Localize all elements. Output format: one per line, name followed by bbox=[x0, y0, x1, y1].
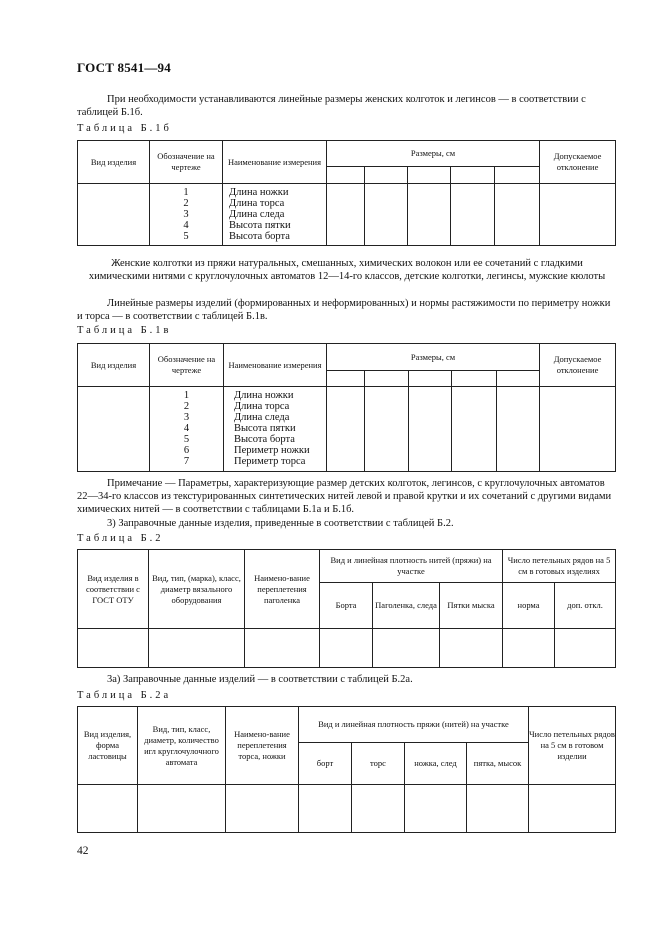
col-header-avtomat: Вид, тип, класс, диаметр, количество игл круглочулочного автомата bbox=[138, 707, 226, 785]
document-title: ГОСТ 8541—94 bbox=[77, 60, 171, 75]
list-item: 5 bbox=[183, 434, 190, 445]
list-item: 4 bbox=[183, 423, 190, 434]
list-item: 4 bbox=[183, 220, 189, 231]
col-header-vid: Вид изделия bbox=[78, 344, 150, 387]
list-item: Высота пятки bbox=[234, 423, 296, 434]
data-cell bbox=[540, 387, 616, 472]
col-header-plotnost: Вид и линейная плотность нитей (пряжи) на участке bbox=[320, 550, 503, 583]
data-cell bbox=[78, 387, 150, 472]
names-cell bbox=[224, 387, 327, 472]
data-cell bbox=[327, 387, 365, 472]
col-header-vid: Вид изделия, форма ластовицы bbox=[78, 707, 138, 785]
data-cell bbox=[327, 184, 365, 246]
sub-header-norma: норма bbox=[503, 583, 555, 629]
list-item: 2 bbox=[183, 401, 190, 412]
data-cell bbox=[503, 629, 555, 668]
data-cell bbox=[226, 785, 299, 833]
data-cell bbox=[408, 184, 451, 246]
table-b2-caption: Таблица Б.2 bbox=[77, 533, 164, 544]
size-cell bbox=[365, 371, 409, 387]
data-cell bbox=[451, 184, 495, 246]
data-cell bbox=[299, 785, 352, 833]
col-header-naimenovanie: Наименование измерения bbox=[224, 344, 327, 387]
sub-header-nozhka: ножка, след bbox=[405, 743, 467, 785]
data-cell bbox=[373, 629, 440, 668]
data-cell bbox=[365, 387, 409, 472]
list-item: Длина следа bbox=[229, 209, 285, 220]
col-header-vid: Вид изделия bbox=[78, 141, 150, 184]
data-cell bbox=[467, 785, 529, 833]
data-cell bbox=[529, 785, 616, 833]
list-item: Длина ножки bbox=[229, 187, 289, 198]
sub-header-tors: торс bbox=[352, 743, 405, 785]
data-cell bbox=[149, 629, 245, 668]
size-cell bbox=[365, 167, 408, 184]
table-b1b-caption: Таблица Б.1б bbox=[77, 123, 172, 134]
list-item: Высота пятки bbox=[229, 220, 291, 231]
col-header-ryady: Число петельных рядов на 5 см в готовых изделиях bbox=[503, 550, 616, 583]
table-b2a-caption: Таблица Б.2а bbox=[77, 690, 172, 701]
sub-header-bort: борт bbox=[299, 743, 352, 785]
list-item: 1 bbox=[183, 187, 189, 198]
list-item: 3 bbox=[183, 412, 190, 423]
list-item: Длина торса bbox=[229, 198, 285, 209]
col-header-perepletenie: Наимено-вание переплетения торса, ножки bbox=[226, 707, 299, 785]
size-cell bbox=[452, 371, 497, 387]
list-item: 6 bbox=[183, 445, 190, 456]
list-item: 1 bbox=[183, 390, 190, 401]
col-header-ryady: Число петельных рядов на 5 см в готовом изделии bbox=[529, 707, 616, 785]
list-item: 3 bbox=[183, 209, 189, 220]
size-cell bbox=[409, 371, 452, 387]
sub-header-dop: доп. откл. bbox=[555, 583, 616, 629]
data-cell bbox=[365, 184, 408, 246]
list-item: 2 bbox=[183, 198, 189, 209]
table-b1v-caption: Таблица Б.1в bbox=[77, 325, 172, 336]
col-header-perepletenie: Наимено-вание переплетения паголенка bbox=[245, 550, 320, 629]
list-item: Высота борта bbox=[234, 434, 295, 445]
col-header-naimenovanie: Наименование измерения bbox=[223, 141, 327, 184]
col-header-razmery: Размеры, см bbox=[327, 344, 540, 371]
data-cell bbox=[352, 785, 405, 833]
sub-header-pyatki: Пятки мыска bbox=[440, 583, 503, 629]
data-cell bbox=[440, 629, 503, 668]
size-cell bbox=[327, 371, 365, 387]
list-item: 7 bbox=[183, 456, 190, 467]
table-b2a bbox=[77, 706, 616, 833]
data-cell bbox=[405, 785, 467, 833]
list-item: 5 bbox=[183, 231, 189, 242]
data-cell bbox=[540, 184, 616, 246]
size-cell bbox=[408, 167, 451, 184]
size-cell bbox=[327, 167, 365, 184]
paragraph-b2: 3) Заправочные данные изделия, приведенные в соответствии с таблицей Б.2. bbox=[107, 518, 454, 529]
data-cell bbox=[138, 785, 226, 833]
size-cell bbox=[495, 167, 540, 184]
list-item: Длина следа bbox=[234, 412, 290, 423]
size-cell bbox=[497, 371, 540, 387]
data-cell bbox=[320, 629, 373, 668]
data-cell bbox=[495, 184, 540, 246]
col-header-dopusk: Допускаемое отклонение bbox=[540, 141, 616, 184]
sub-header-pagolenok: Паголенка, следа bbox=[373, 583, 440, 629]
size-cell bbox=[451, 167, 495, 184]
numbers-cell bbox=[150, 184, 223, 246]
col-header-oborudovanie: Вид, тип, (марка), класс, диаметр вязального оборудования bbox=[149, 550, 245, 629]
data-cell bbox=[78, 629, 149, 668]
list-item: Высота борта bbox=[229, 231, 290, 242]
list-item: Длина ножки bbox=[234, 390, 294, 401]
sub-header-bort: Борта bbox=[320, 583, 373, 629]
col-header-vid: Вид изделия в соответствии с ГОСТ ОТУ bbox=[78, 550, 149, 629]
data-cell bbox=[78, 785, 138, 833]
paragraph-intro: При необходимости устанавливаются линейные размеры женских колготок и легинсов — в соответствии с таблицей Б.1б. bbox=[77, 94, 586, 118]
col-header-razmery: Размеры, см bbox=[327, 141, 540, 167]
data-cell bbox=[78, 184, 150, 246]
data-cell bbox=[555, 629, 616, 668]
col-header-dopusk: Допускаемое отклонение bbox=[540, 344, 616, 387]
col-header-oboznachenie: Обозначение на чертеже bbox=[150, 141, 223, 184]
list-item: Периметр торса bbox=[234, 456, 306, 467]
table-b1b bbox=[77, 140, 616, 246]
list-item: Длина торса bbox=[234, 401, 290, 412]
col-header-plotnost: Вид и линейная плотность пряжи (нитей) на участке bbox=[299, 707, 529, 743]
table-b1v bbox=[77, 343, 616, 472]
data-cell bbox=[452, 387, 497, 472]
col-header-oboznachenie: Обозначение на чертеже bbox=[150, 344, 224, 387]
names-cell bbox=[223, 184, 327, 246]
page-number: 42 bbox=[77, 845, 89, 857]
section-heading: Женские колготки из пряжи натуральных, смешанных, химических волокон или ее сочетаний с гладкими химическими нитями с круглочулочных автоматов 12—14-го классов, детские колготки, легинсы, мужские кюлоты bbox=[88, 258, 606, 282]
data-cell bbox=[245, 629, 320, 668]
data-cell bbox=[409, 387, 452, 472]
list-item: Периметр ножки bbox=[234, 445, 310, 456]
paragraph-b2a: 3а) Заправочные данные изделий — в соответствии с таблицей Б.2а. bbox=[107, 674, 413, 685]
sub-header-pyatka: пятка, мысок bbox=[467, 743, 529, 785]
data-cell bbox=[497, 387, 540, 472]
paragraph-sizes: Линейные размеры изделий (формированных и неформированных) и нормы растяжимости по периметру ножки и торса — в соответствии с таблицей Б.1в. bbox=[77, 298, 611, 322]
numbers-cell bbox=[150, 387, 224, 472]
note: Примечание — Параметры, характеризующие размер детских колготок, легинсов, с круглочулочных автоматов 22—34-го классов из текстурированных синтетических нитей левой и правой крутки и их сочетаний с другими видами химических нитей — в соответствии с таблицами Б.1а и Б.1б. bbox=[77, 478, 612, 515]
table-b2 bbox=[77, 549, 616, 668]
